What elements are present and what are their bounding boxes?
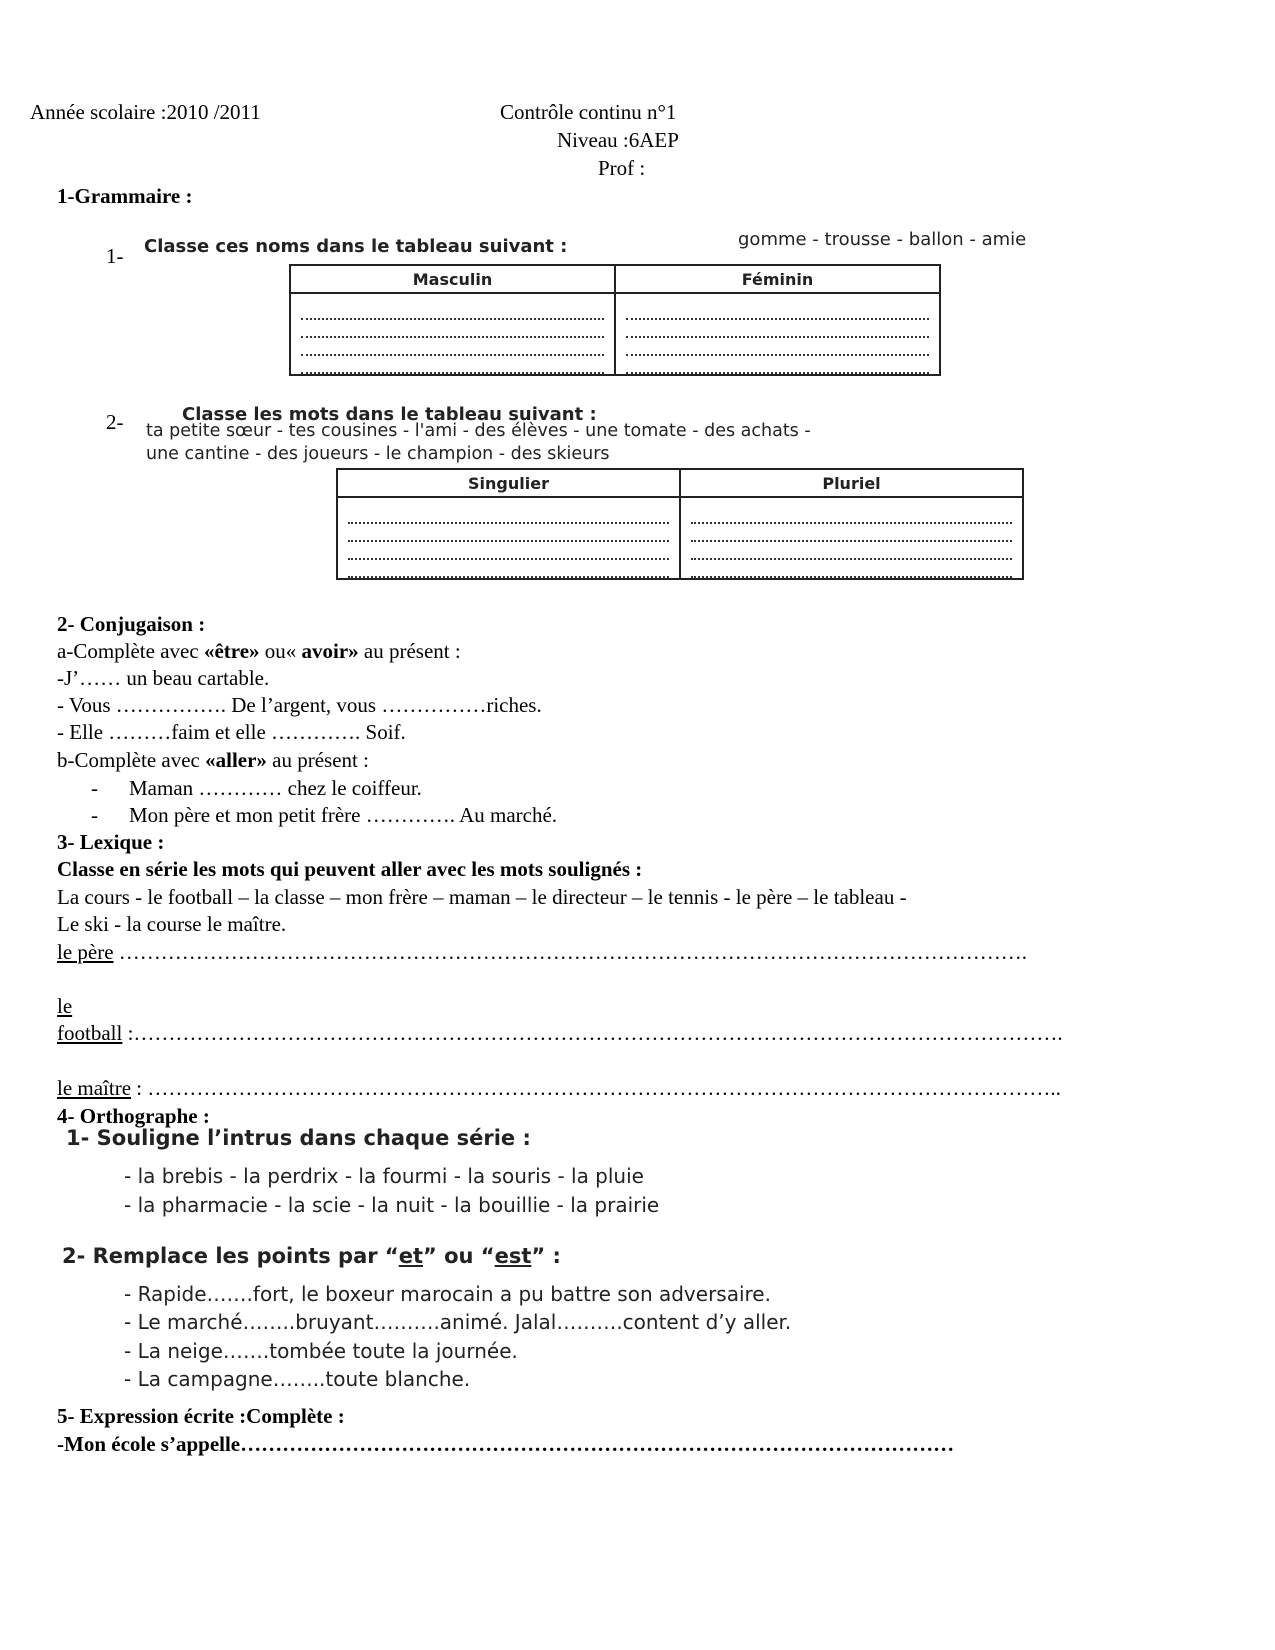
spelling-ex2-title: 2- Remplace les points par “et” ou “est” :: [62, 1244, 561, 1268]
pluriel-answer-cell[interactable]: [680, 497, 1023, 579]
conjugation-a-line3: - Elle ………faim et elle …………. Soif.: [57, 720, 406, 744]
spelling-ex2-line2: - Le marché……..bruyant……….animé. Jalal……….content d’y aller.: [124, 1310, 792, 1334]
spelling-ex2-line1: - Rapide…….fort, le boxeur marocain a pu battre son adversaire.: [124, 1282, 771, 1306]
grammar-ex1-number: 1-: [106, 244, 124, 268]
gender-table: [289, 264, 941, 376]
lexicon-words-line2: Le ski - la course le maître.: [57, 912, 287, 936]
grammar-ex2-words-line2: une cantine - des joueurs - le champion - des skieurs: [146, 444, 610, 464]
exam-title: Contrôle continu n°1: [500, 100, 677, 124]
lexicon-title: 3- Lexique :: [57, 830, 165, 854]
writing-title: 5- Expression écrite :Complète :: [57, 1404, 345, 1428]
spelling-ex2-line4: - La campagne……..toute blanche.: [124, 1367, 471, 1391]
spelling-ex1-line1: - la brebis - la perdrix - la fourmi - la souris - la pluie: [124, 1164, 644, 1188]
col-pluriel: Pluriel: [680, 469, 1023, 497]
conjugation-a-line1: -J’…… un beau cartable.: [57, 666, 270, 690]
feminin-answer-cell[interactable]: [615, 293, 940, 375]
spelling-ex1-line2: - la pharmacie - la scie - la nuit - la bouillie - la prairie: [124, 1193, 660, 1217]
grammar-ex2-words-line1: ta petite sœur - tes cousines - l'ami - des élèves - une tomate - des achats -: [146, 421, 811, 441]
grammar-ex1-instruction: Classe ces noms dans le tableau suivant :: [144, 236, 568, 257]
col-feminin: Féminin: [615, 265, 940, 293]
conjugation-b-instruction: b-Complète avec «aller» au présent :: [57, 748, 369, 772]
lexicon-row-maitre: le maître : …………………………………………………………………………………………………………………..: [57, 1076, 1061, 1100]
school-year: Année scolaire :2010 /2011: [30, 100, 261, 124]
lexicon-words-line1: La cours - le football – la classe – mon frère – maman – le directeur – le tennis - le père – le tableau -: [57, 885, 907, 909]
spelling-ex1-title: 1- Souligne l’intrus dans chaque série :: [66, 1126, 531, 1150]
spelling-title: 4- Orthographe :: [57, 1104, 210, 1128]
lexicon-row-football-label-a: le: [57, 994, 73, 1018]
number-table: [336, 468, 1024, 580]
singulier-answer-cell[interactable]: [337, 497, 680, 579]
conjugation-b-line2: - Mon père et mon petit frère …………. Au marché.: [91, 803, 558, 827]
lexicon-row-football: football :…………………………………………………………………………………………………………………….: [57, 1021, 1063, 1045]
writing-line1[interactable]: -Mon école s’appelle…………………………………………………………………………………………: [57, 1432, 955, 1456]
masculin-answer-cell[interactable]: [290, 293, 615, 375]
conjugation-a-instruction: a-Complète avec «être» ou« avoir» au présent :: [57, 639, 461, 663]
lexicon-row-pere: le père ………………………………………………………………………………………………………………….: [57, 940, 1028, 964]
col-singulier: Singulier: [337, 469, 680, 497]
col-masculin: Masculin: [290, 265, 615, 293]
spelling-ex2-line3: - La neige…….tombée toute la journée.: [124, 1339, 518, 1363]
lexicon-instruction: Classe en série les mots qui peuvent aller avec les mots soulignés :: [57, 857, 643, 881]
grammar-ex2-instruction: Classe les mots dans le tableau suivant :: [182, 404, 597, 425]
conjugation-b-line1: - Maman ………… chez le coiffeur.: [91, 776, 422, 800]
grammar-ex1-words: gomme - trousse - ballon - amie: [738, 229, 1027, 250]
conjugation-a-line2: - Vous ……………. De l’argent, vous ……………riches.: [57, 693, 542, 717]
conjugation-title: 2- Conjugaison :: [57, 612, 206, 636]
grammar-ex2-number: 2-: [106, 410, 124, 434]
grammar-title: 1-Grammaire :: [57, 184, 193, 208]
teacher-label: Prof :: [598, 156, 646, 180]
exam-level: Niveau :6AEP: [557, 128, 679, 152]
